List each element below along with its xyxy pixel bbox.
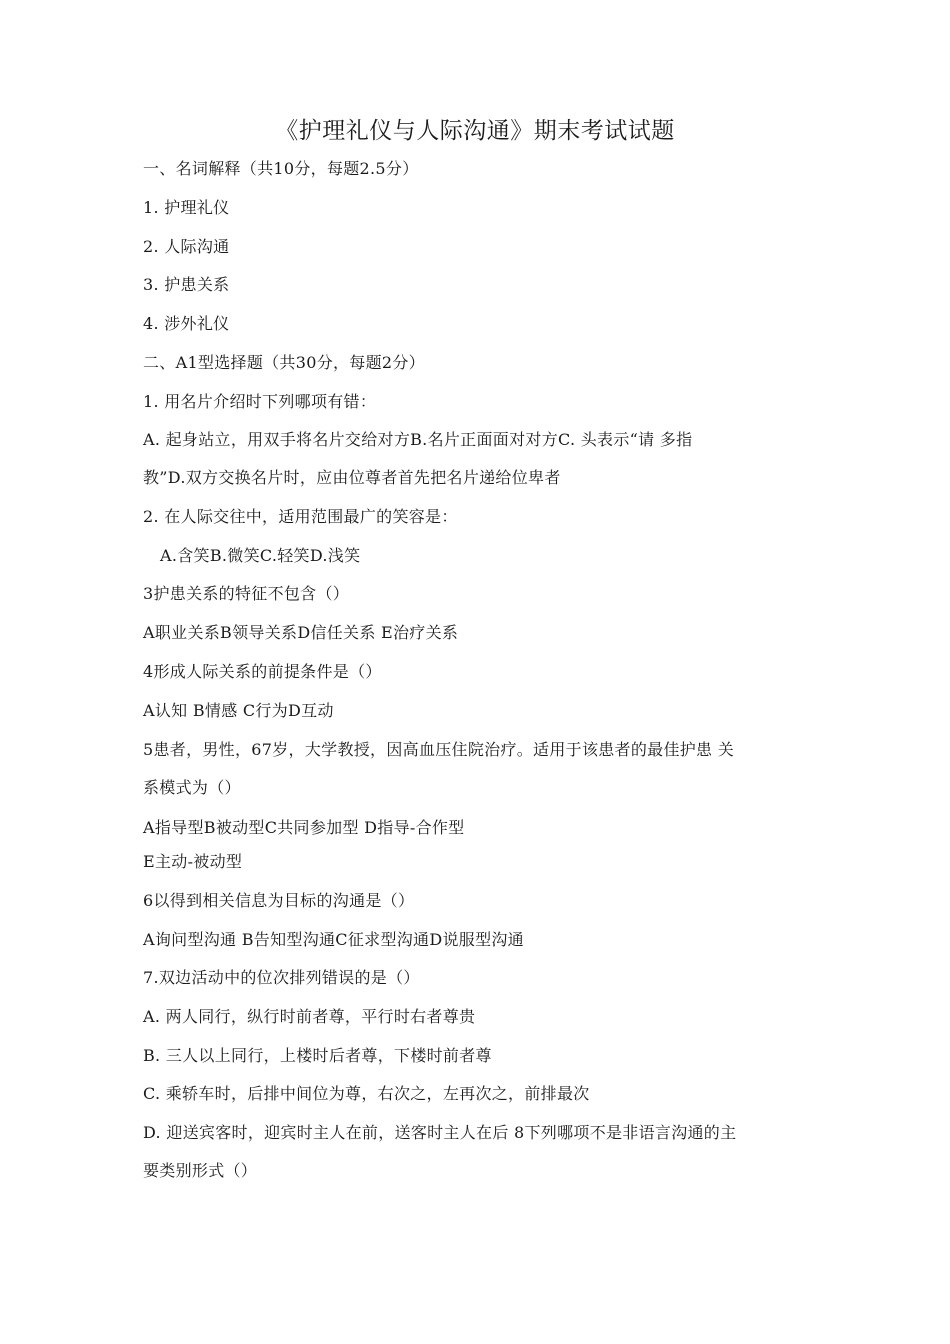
option-line: A职业关系B领导关系D信任关系 E治疗关系 — [143, 623, 459, 642]
option-line: C. 乘轿车时，后排中间位为尊，右次之，左再次之，前排最次 — [143, 1084, 590, 1103]
question-line: 要类别形式（） — [143, 1161, 258, 1180]
question-line: 3. 护患关系 — [143, 275, 230, 294]
option-line: B. 三人以上同行，上楼时后者尊，下楼时前者尊 — [143, 1046, 492, 1065]
question-line: 1. 用名片介绍时下列哪项有错： — [143, 392, 377, 411]
question-line: 系模式为（） — [143, 778, 241, 797]
option-line: A认知 B情感 C行为D互动 — [143, 701, 334, 720]
document-title: 《护理礼仪与人际沟通》期末考试试题 — [275, 118, 675, 144]
section-heading-choice: 二、A1型选择题（共30分，每题2分） — [143, 353, 425, 372]
question-line: 1. 护理礼仪 — [143, 198, 230, 217]
question-line: 5患者，男性，67岁，大学教授，因高血压住院治疗。适用于该患者的最佳护患 关 — [143, 740, 735, 759]
question-line: 6以得到相关信息为目标的沟通是（） — [143, 891, 415, 910]
option-line: E主动-被动型 — [143, 852, 243, 871]
section-heading-definitions: 一、名词解释（共10分，每题2.5分） — [143, 159, 419, 178]
question-line: 7.双边活动中的位次排列错误的是（） — [143, 968, 420, 987]
option-line: A. 起身站立，用双手将名片交给对方B.名片正面面对对方C. 头表示“请 多指 — [143, 430, 693, 449]
question-line: 2. 人际沟通 — [143, 237, 230, 256]
option-line: A. 两人同行，纵行时前者尊，平行时右者尊贵 — [143, 1007, 476, 1026]
question-line: 2. 在人际交往中，适用范围最广的笑容是： — [143, 507, 458, 526]
option-line: 教”D.双方交换名片时，应由位尊者首先把名片递给位卑者 — [143, 468, 561, 487]
option-line: A.含笑B.微笑C.轻笑D.浅笑 — [160, 546, 361, 565]
option-line: A询问型沟通 B告知型沟通C征求型沟通D说服型沟通 — [143, 930, 524, 949]
question-line: 4形成人际关系的前提条件是（） — [143, 662, 382, 681]
question-line: 3护患关系的特征不包含（） — [143, 584, 350, 603]
option-line: D. 迎送宾客时，迎宾时主人在前，送客时主人在后 8下列哪项不是非语言沟通的主 — [143, 1123, 737, 1142]
question-line: 4. 涉外礼仪 — [143, 314, 230, 333]
option-line: A指导型B被动型C共同参加型 D指导-合作型 — [143, 818, 465, 837]
